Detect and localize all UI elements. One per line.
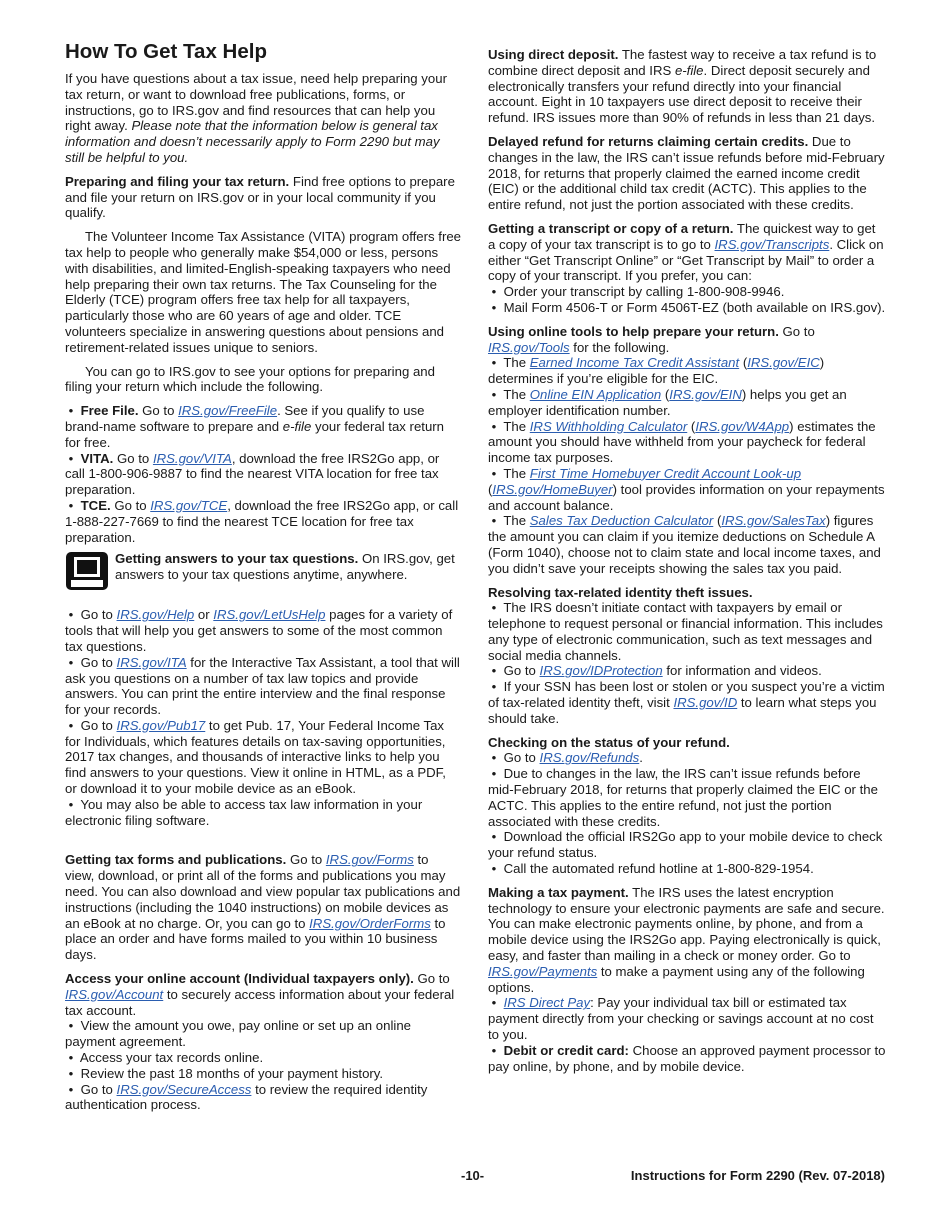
link-homebuyer-lookup[interactable]: First Time Homebuyer Credit Account Look-up <box>529 465 802 481</box>
link-w4app[interactable]: IRS.gov/W4App <box>695 418 790 434</box>
intro-paragraph: If you have questions about a tax issue, need help preparing your tax return, or want to download free publications, forms, or instructions, go to IRS.gov and find resources that can help you right away. Please note that the information below is general tax information and doesn’t necessarily apply to Form 2290 but may still be helpful to you. <box>65 71 447 165</box>
list-item-refund-1: • Go to IRS.gov/Refunds. <box>488 750 643 766</box>
link-orderforms[interactable]: IRS.gov/OrderForms <box>309 915 431 931</box>
link-tools[interactable]: IRS.gov/Tools <box>488 339 570 355</box>
link-ein-application[interactable]: Online EIN Application <box>529 386 662 402</box>
link-forms[interactable]: IRS.gov/Forms <box>325 852 414 868</box>
link-refunds[interactable]: IRS.gov/Refunds <box>539 750 640 766</box>
forms-heading: Getting tax forms and publications. <box>65 852 287 868</box>
list-item-refund-4: • Call the automated refund hotline at 1-800-829-1954. <box>488 861 814 877</box>
answers-block <box>65 551 461 591</box>
link-freefile[interactable]: IRS.gov/FreeFile <box>178 403 278 419</box>
link-tce[interactable]: IRS.gov/TCE <box>150 497 228 513</box>
list-item-directpay: • IRS Direct Pay: Pay your individual tax bill or estimated tax payment directly from your checking or savings account at no cost to you. <box>488 995 874 1043</box>
section-title: How To Get Tax Help <box>65 40 267 63</box>
list-item-card: • Debit or credit card: Choose an approved payment processor to pay online, by phone, and by mobile device. <box>488 1042 886 1074</box>
list-item-refund-2: • Due to changes in the law, the IRS can’t issue refunds before mid-February 2018, for returns that properly claimed the EIC or the ACTC. This applies to the entire refund, not just the portion associated with these credits. <box>488 766 878 829</box>
link-letushelp[interactable]: IRS.gov/LetUsHelp <box>213 607 326 623</box>
link-payments[interactable]: IRS.gov/Payments <box>488 963 598 979</box>
list-item-ita: • Go to IRS.gov/ITA for the Interactive Tax Assistant, a tool that will ask you questions on a number of tax law topics and provide answers. You can print the entire interview and the final response for your records. <box>65 654 460 718</box>
link-help[interactable]: IRS.gov/Help <box>116 607 195 623</box>
list-item-identity-2: • Go to IRS.gov/IDProtection for information and videos. <box>488 663 822 679</box>
delayed-paragraph: Delayed refund for returns claiming certain credits. Due to changes in the law, the IRS can’t issue refunds before mid-February 2018, for returns that properly claimed the earned income credit (EIC) or the additional child tax credit (ACTC). This applies to the entire refund, not just the portion associated with these credits. <box>488 133 885 213</box>
refund-heading-line <box>488 735 886 751</box>
link-eic[interactable]: IRS.gov/EIC <box>747 355 820 371</box>
preparing-heading: Preparing and filing your tax return. <box>65 173 290 189</box>
list-item-ein: • The Online EIN Application (IRS.gov/EIN) helps you get an employer identification number. <box>488 386 847 418</box>
account-heading: Access your online account (Individual taxpayers only). <box>65 971 414 987</box>
transcript-paragraph: Getting a transcript or copy of a return. The quickest way to get a copy of your tax transcript is to go to IRS.gov/Transcripts. Click on either “Get Transcript Online” or “Get Transcript by Mail” to order a copy of your transcript. If you prefer, you can: <box>488 220 884 284</box>
right-column <box>488 47 886 1074</box>
link-salestax-calculator[interactable]: Sales Tax Deduction Calculator <box>529 513 714 529</box>
payment-paragraph: Making a tax payment. The IRS uses the latest encryption technology to ensure your electronic payments are safe and secure. You can make electronic payments online, by phone, and from a mobile device using the IRS2Go app. Paying electronically is quick, easy, and faster than mailing in a check or money order. Go to IRS.gov/Payments to make a payment using any of the following options. <box>488 884 885 995</box>
deposit-heading: Using direct deposit. <box>488 47 619 62</box>
link-directpay[interactable]: IRS Direct Pay <box>503 995 591 1011</box>
link-idprotection[interactable]: IRS.gov/IDProtection <box>539 663 663 679</box>
refund-heading: Checking on the status of your refund. <box>488 734 730 750</box>
list-item-tce: • TCE. Go to IRS.gov/TCE, download the free IRS2Go app, or call 1-888-227-7669 to find the nearest TCE location for free tax preparation. <box>65 497 459 545</box>
payment-heading: Making a tax payment. <box>488 884 629 900</box>
transcript-heading: Getting a transcript or copy of a return. <box>488 220 734 236</box>
list-item-account-3: • Review the past 18 months of your payment history. <box>65 1065 384 1081</box>
delayed-heading: Delayed refund for returns claiming certain credits. <box>488 133 809 149</box>
list-item-withholding: • The IRS Withholding Calculator (IRS.gov/W4App) estimates the amount you should have withheld from your paycheck for federal income tax purposes. <box>488 418 876 466</box>
computer-icon <box>65 551 109 591</box>
link-ita[interactable]: IRS.gov/ITA <box>116 654 187 670</box>
preparing-paragraph: Preparing and filing your tax return. Find free options to prepare and file your return on IRS.gov or in your local community if you qualify. <box>65 173 455 221</box>
list-item-taxlaw: • You may also be able to access tax law information in your electronic filing software. <box>65 796 423 828</box>
list-item-account-1: • View the amount you owe, pay online or set up an online payment agreement. <box>65 1018 412 1050</box>
list-item-identity-3: • If your SSN has been lost or stolen or you suspect you’re a victim of tax-related identity theft, visit IRS.gov/ID to learn what steps you should take. <box>488 679 885 726</box>
list-item-help: • Go to IRS.gov/Help or IRS.gov/LetUsHelp pages for a variety of tools that will help you get answers to some of the most common tax questions. <box>65 607 453 654</box>
link-account[interactable]: IRS.gov/Account <box>65 986 164 1002</box>
list-item-free-file: • Free File. Go to IRS.gov/FreeFile. See if you qualify to use brand-name software to prepare and e-file your federal tax return for free. <box>65 403 445 450</box>
tools-paragraph: Using online tools to help prepare your return. Go to IRS.gov/Tools for the following. <box>488 323 815 355</box>
link-secureaccess[interactable]: IRS.gov/SecureAccess <box>116 1081 252 1097</box>
list-item-pub17: • Go to IRS.gov/Pub17 to get Pub. 17, Your Federal Income Tax for Individuals, which features details on tax-saving opportunities, 2017 tax changes, and thousands of interactive links to help you find answers to your questions. View it online in HTML, as a PDF, or download it to your mobile device as an eBook. <box>65 717 446 797</box>
link-eitc-assistant[interactable]: Earned Income Tax Credit Assistant <box>529 355 740 371</box>
list-item-account-2: • Access your tax records online. <box>65 1050 264 1066</box>
footer-form-title: Instructions for Form 2290 (Rev. 07-2018) <box>630 1168 885 1183</box>
deposit-paragraph: Using direct deposit. The fastest way to receive a tax refund is to combine direct deposit and IRS e-file. Direct deposit securely and electronically transfers your refund directly into your financial account. Eight in 10 taxpayers use direct deposit to receive their refund. IRS issues more than 90% of refunds in less than 21 days. <box>488 47 877 126</box>
answers-heading: Getting answers to your tax questions. <box>115 551 359 567</box>
list-item-refund-3: • Download the official IRS2Go app to your mobile device to check your refund status. <box>488 829 883 861</box>
left-column <box>65 40 461 1113</box>
list-item-transcript-1: • Order your transcript by calling 1-800-908-9946. <box>488 284 785 300</box>
link-pub17[interactable]: IRS.gov/Pub17 <box>116 717 206 733</box>
vita-tce-paragraph: The Volunteer Income Tax Assistance (VITA) program offers free tax help to people who generally make $54,000 or less, persons with disabilities, and limited-English-speaking taxpayers who need help preparing their own tax returns. The Tax Counseling for the Elderly (TCE) program offers free tax help for all taxpayers, particularly those who are 60 years of age and older. TCE volunteers specialize in answering questions about pensions and retirement-related issues unique to seniors. <box>65 229 462 355</box>
options-paragraph: You can go to IRS.gov to see your options for preparing and filing your return which include the following. <box>65 363 435 395</box>
list-item-homebuyer: • The First Time Homebuyer Credit Account Look-up (IRS.gov/HomeBuyer) tool provides information on your repayments and account balance. <box>488 465 885 513</box>
link-homebuyer[interactable]: IRS.gov/HomeBuyer <box>492 481 613 497</box>
identity-heading-line <box>488 585 886 601</box>
link-id[interactable]: IRS.gov/ID <box>673 695 738 711</box>
forms-paragraph: Getting tax forms and publications. Go to IRS.gov/Forms to view, download, or print all of the forms and publications you may need. You can also download and view popular tax publications and instructions (including the 1040 instructions) on mobile devices as an eBook at no charge. Or, you can go to IRS.gov/OrderForms to place an order and have forms mailed to you within 10 business days. <box>65 852 461 963</box>
list-item-account-4: • Go to IRS.gov/SecureAccess to review the required identity authentication process. <box>65 1081 428 1113</box>
list-item-eitc: • The Earned Income Tax Credit Assistant (IRS.gov/EIC) determines if you’re eligible for the EIC. <box>488 355 825 387</box>
tools-heading: Using online tools to help prepare your return. <box>488 323 779 339</box>
link-transcripts[interactable]: IRS.gov/Transcripts <box>714 236 830 252</box>
list-item-vita: • VITA. Go to IRS.gov/VITA, download the free IRS2Go app, or call 1-800-906-9887 to find the nearest VITA location for free tax preparation. <box>65 450 440 498</box>
list-item-transcript-2: • Mail Form 4506-T or Form 4506T-EZ (both available on IRS.gov). <box>488 299 886 315</box>
identity-heading: Resolving tax-related identity theft issues. <box>488 584 753 600</box>
link-withholding-calculator[interactable]: IRS Withholding Calculator <box>529 418 688 434</box>
page-number: -10- <box>461 1168 485 1183</box>
link-vita[interactable]: IRS.gov/VITA <box>152 450 232 466</box>
list-item-identity-1: • The IRS doesn’t initiate contact with taxpayers by email or telephone to request personal or financial information. This includes any type of electronic communication, such as text messages and social media channels. <box>488 600 883 663</box>
link-salestax[interactable]: IRS.gov/SalesTax <box>721 513 826 529</box>
answers-paragraph: Getting answers to your tax questions. On IRS.gov, get answers to your tax questions anytime, anywhere. <box>115 551 455 583</box>
list-item-salestax: • The Sales Tax Deduction Calculator (IRS.gov/SalesTax) figures the amount you can claim if you itemize deductions on Schedule A (Form 1040), choose not to claim state and local income taxes, and you didn’t save your receipts showing the sales tax you paid. <box>488 513 881 576</box>
link-ein[interactable]: IRS.gov/EIN <box>669 386 742 402</box>
account-paragraph: Access your online account (Individual taxpayers only). Go to IRS.gov/Account to securely access information about your federal tax account. <box>65 971 455 1018</box>
